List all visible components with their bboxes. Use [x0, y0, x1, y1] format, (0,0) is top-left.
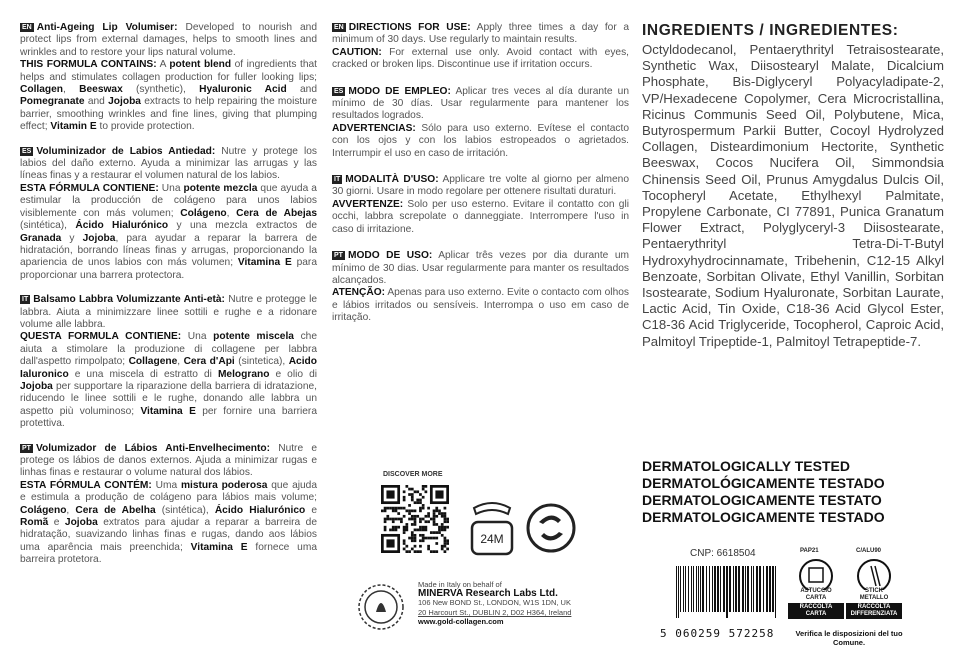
lang-tag-it: IT: [334, 176, 341, 184]
lang-tag-it: IT: [22, 296, 29, 304]
address-london: 106 New BOND St., LONDON, W1S 1DN, UK: [418, 598, 571, 608]
pao-jar-icon: [466, 500, 518, 558]
dermatologically-tested-block: [642, 458, 885, 526]
lang-tag-es: ES: [22, 147, 32, 155]
company-name: MINERVA Research Labs Ltd.: [418, 588, 558, 600]
lang-tag-es: ES: [334, 87, 344, 95]
paper-code: PAP21: [800, 548, 819, 554]
made-in-label: Made in Italy on behalf of: [418, 580, 502, 589]
discover-more-label: DISCOVER MORE: [383, 471, 443, 478]
ingredients-title: INGREDIENTS / INGREDIENTES:: [642, 22, 899, 39]
directions-it: IT MODALITÀ D'USO: Applicare tre volte al giorno per almeno 30 giorni. Usare in modo regolare per ottenere risultati duraturi. AVVERTENZE: Solo per uso esterno. Evitare il contatto con gli occhi, labbra screpolate o danneggiate. Interrompere l'uso in caso di irritazione.: [332, 174, 629, 235]
barcode-number: 5 060259 572258: [660, 627, 775, 640]
derm-line-it: DERMATOLOGICAMENTE TESTATO: [642, 492, 882, 508]
derm-line-es: DERMATOLÓGICAMENTE TESTADO: [642, 475, 885, 491]
directions-column: [332, 22, 629, 337]
paper-item-label: ASTUCCIO: [800, 588, 832, 594]
derm-line-en: DERMATOLOGICALLY TESTED: [642, 458, 850, 474]
cnp-code: CNP: 6618504: [690, 548, 756, 559]
metal-item-label: STICK: [865, 588, 883, 594]
description-es: ES Voluminizador de Labios Antiedad: Nutre y protege los labios del daño externo. Ayuda a minimizar las arrugas y las líneas finas y a restaurar el volumen natural de los labios. ESTA FÓRMULA CONTIENE: Una potente mezcla que ayuda a estimular la producción de colágeno para unos labios visiblemente con más volumen; Colágeno, Cera de Abejas (sintética), Ácido Hialurónico y una mezcla extractos de Granada y Jojoba, para ayudar a reparar la barrera de hidratación, borrando líneas finas y arrugas, proporcionando la apariencia de unos labios con más volumen; Vitamina E para proporcionar una barrera protectora.: [20, 145, 318, 281]
pao-label: 24M: [480, 532, 504, 546]
paper-box-icon: [790, 550, 842, 590]
metal-stick-icon: [848, 550, 900, 590]
lang-tag-en: EN: [22, 24, 32, 31]
description-it: IT Balsamo Labbra Volumizzante Anti-età: Nutre e protegge le labbra. Aiuta a minimizzare linee sottili e rughe e a ridonare volume alle labbra. QUESTA FORMULA CONTIENE: Una potente miscela che aiuta a stimolare la produzione di collagene per labbra dall'aspetto rimpolpato; Collagene, Cera d'Api (sintetica), Acido Ialuronico e una miscela di estratto di Melograno e olio di Jojoba per supportare la riparazione della barriera di idratazione, riducendo le linee sottili e le rughe, donando alle labbra un aspetto più voluminoso; Vitamina E per fornire una barriera protettiva.: [20, 294, 318, 430]
directions-es: ES MODO DE EMPLEO: Aplicar tres veces al día durante un mínimo de 30 días. Usar regularmente para mantener los resultados logrados. ADVERTENCIAS: Sólo para uso externo. Evítese el contacto con los ojos y con los labios estropeados o agrietados. Interrumpir el uso en caso de irritación.: [332, 85, 629, 159]
directions-pt: PT MODO DE USO: Aplicar três vezes por dia durante um mínimo de 30 dias. Usar regularmente para manter os resultados alcançados. ATENÇÃO: Apenas para uso externo. Evite o contacto com olhos e lábios irritados ou sensíveis. Interrompa o uso em caso de irritação.: [332, 250, 629, 324]
paper-collection-badge: RACCOLTA CARTA: [788, 603, 844, 619]
lang-tag-pt: PT: [334, 252, 343, 260]
website-link[interactable]: www.gold-collagen.com: [418, 616, 504, 626]
green-dot-recycle-icon: [525, 502, 577, 554]
derm-line-pt: DERMATOLOGICAMENTE TESTADO: [642, 509, 885, 525]
brand-seal-icon: [356, 582, 406, 632]
address-dublin: 20 Harcourt St., DUBLIN 2, D02 H364, Ireland: [418, 607, 572, 617]
barcode: [674, 566, 779, 618]
manufacturer-info: [418, 580, 598, 626]
product-descriptions-column: [20, 22, 317, 579]
description-en: EN Anti-Ageing Lip Volumiser: Developed to nourish and protect lips from external damages, helps to smooth lines and wrinkles and to restore your lips natural volume. THIS FORMULA CONTAINS: A potent blend of ingredients that helps and stimulates collagen production for fuller looking lips; Collagen, Beeswax (synthetic), Hyaluronic Acid and Pomegranate and Jojoba extracts to help repairing the moisture barrier, smoothing wrinkles and fine lines, giving that plumping effect; Vitamin E to provide protection.: [20, 22, 318, 133]
qr-code[interactable]: [381, 485, 449, 553]
recycling-note: Verifica le disposizioni del tuo Comune.: [795, 629, 903, 647]
lang-tag-en: EN: [334, 24, 344, 31]
separate-collection-badge: RACCOLTA DIFFERENZIATA: [846, 603, 902, 619]
ingredients-section: [642, 22, 944, 350]
description-pt: PT Volumizador de Lábios Anti-Envelhecimento: Nutre e protege os lábios de danos externos. Ajuda a minimizar rugas e linhas finas e restaurar o volume natural dos lábios. ESTA FÓRMULA CONTÉM: Uma mistura poderosa que ajuda e estimula a produção de colágeno para lábios mais volume; Colágeno, Cera de Abelha (sintética), Ácido Hialurónico e Romã e Jojoba extratos para ajudar a reparar a barreira de hidratação, suavizando linhas finas e rugas, dando aos lábios uma aparência mais preenchida; Vitamina E fornece uma barreira protetora.: [20, 442, 318, 566]
directions-en: EN DIRECTIONS FOR USE: Apply three times a day for a minimum of 30 days. Use regularly to maintain results. CAUTION: For external use only. Avoid contact with eyes, cracked or broken lips. Discontinue use if irritation occurs.: [332, 22, 629, 71]
metal-code: C/ALU90: [856, 548, 882, 554]
metal-material-label: METALLO: [859, 595, 889, 601]
ingredients-list: Octyldodecanol, Pentaerythrityl Tetraisostearate, Synthetic Wax, Diisostearyl Malate, Dicalcium Phosphate, Bis-Diglyceryl Polyacyladipate-2, VP/Hexadecene Copolymer, Cera Microcristallina, Ricinus Communis Seed Oil, Polybutene, Mica, Butyrospermum Parkii Butter, Cocoyl Hydrolyzed Collagen, Disteardimonium Hectorite, Synthetic Beeswax, Cocos Nucifera Oil, Simmondsia Chinensis Seed Oil, Prunus Amygdalus Dulcis Oil, Tocopheryl Acetate, Ethylhexyl Palmitate, Propylene Carbonate, CI 77891, Punica Granatum Flower Extract, Polyglyceryl-3 Diisostearate, Pentaerythrityl Tetra-Di-T-Butyl Hydroxyhydrocinnamate, Tribehenin, C12-15 Alkyl Benzoate, Sorbitan Olivate, Ethyl Vanillin, Sorbitan Isostearate, Sodium Hyaluronate, Sorbitan Laurate, Lactic Acid, Tin Oxide, C18-36 Acid Glycol Ester, C18-36 Acid Triglyceride, Tocopherol, Caproic Acid, Palmitoyl Tripeptide-1, Palmitoyl Tetrapeptide-7.: [642, 42, 944, 349]
lang-tag-pt: PT: [22, 444, 31, 452]
paper-material-label: CARTA: [805, 595, 827, 601]
